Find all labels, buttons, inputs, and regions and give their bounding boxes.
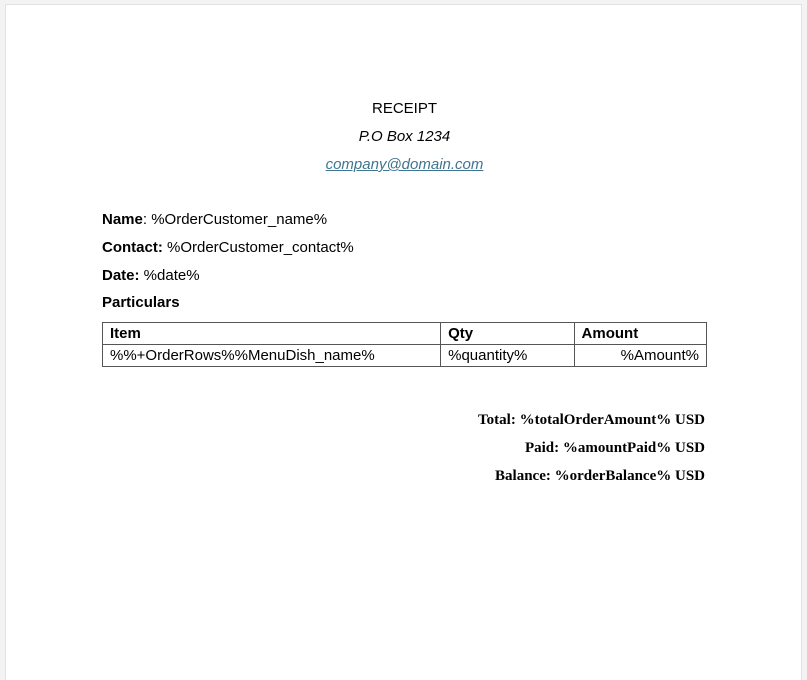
particulars-heading: Particulars — [102, 294, 180, 311]
date-field — [102, 267, 200, 285]
column-header-qty: Qty — [441, 323, 574, 345]
amount-cell: %Amount% — [574, 345, 706, 367]
total-line: Total: %totalOrderAmount% USD — [478, 412, 705, 428]
item-cell: %%+OrderRows%%MenuDish_name% — [103, 345, 441, 367]
contact-value: %OrderCustomer_contact% — [162, 239, 354, 256]
customer-name-field — [102, 211, 327, 229]
balance-line: Balance: %orderBalance% USD — [495, 468, 705, 484]
particulars-table — [102, 322, 707, 367]
date-value: %date% — [139, 267, 200, 284]
name-value: : %OrderCustomer_name% — [142, 211, 328, 228]
date-label: Date: — [102, 267, 140, 284]
table-header-row — [103, 323, 707, 345]
name-label: Name — [102, 211, 143, 228]
paid-line: Paid: %amountPaid% USD — [524, 440, 705, 456]
column-header-amount: Amount — [574, 323, 706, 345]
document-page — [5, 4, 802, 680]
contact-label: Contact: — [102, 239, 163, 256]
receipt-title: RECEIPT — [371, 100, 437, 117]
email-line — [6, 156, 803, 174]
table-row — [103, 345, 707, 367]
email-link[interactable]: company@domain.com — [325, 156, 484, 173]
customer-contact-field — [102, 239, 354, 257]
po-box-line: P.O Box 1234 — [358, 128, 451, 145]
qty-cell: %quantity% — [441, 345, 574, 367]
column-header-item: Item — [103, 323, 441, 345]
